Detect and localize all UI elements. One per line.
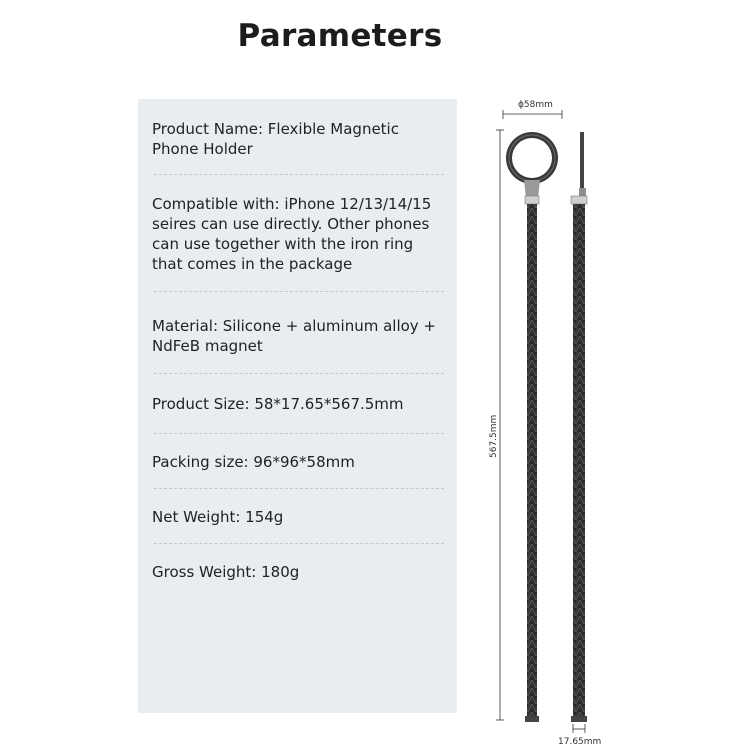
spec-line: Packing size: 96*96*58mm	[152, 453, 355, 471]
spec-product-size	[152, 394, 452, 414]
divider	[154, 291, 444, 292]
spec-line: Product Size: 58*17.65*567.5mm	[152, 395, 404, 413]
spec-line: Material: Silicone + aluminum alloy +	[152, 317, 437, 335]
divider	[154, 488, 444, 489]
spec-line: Phone Holder	[152, 140, 253, 158]
spec-line: Gross Weight: 180g	[152, 563, 300, 581]
divider	[154, 174, 444, 175]
holder-side-view	[571, 132, 587, 722]
divider	[154, 433, 444, 434]
product-dimension-drawing	[480, 88, 620, 747]
spec-line: can use together with the iron ring	[152, 235, 414, 253]
spec-line: Net Weight: 154g	[152, 508, 284, 526]
divider	[154, 373, 444, 374]
divider	[154, 543, 444, 544]
spec-compatible-with	[152, 194, 452, 274]
ring-diameter-label: ϕ58mm	[518, 100, 553, 110]
length-dimension	[489, 130, 504, 720]
spec-line: NdFeB magnet	[152, 337, 263, 355]
length-label: 567.5mm	[489, 414, 499, 458]
holder-front-view	[506, 132, 558, 722]
tube-width-dimension	[558, 724, 601, 747]
spec-line: Product Name: Flexible Magnetic	[152, 120, 399, 138]
flexible-arm-front	[527, 204, 537, 718]
spec-net-weight	[152, 507, 452, 527]
tube-width-label: 17.65mm	[558, 737, 602, 747]
spec-packing-size	[152, 452, 452, 472]
ring-diameter-dimension	[503, 100, 562, 119]
specs-panel	[138, 99, 457, 713]
flexible-arm-side	[573, 204, 585, 718]
spec-line: Compatible with: iPhone 12/13/14/15	[152, 195, 432, 213]
page-title: Parameters	[237, 18, 443, 54]
spec-product-name	[152, 119, 452, 159]
ring-side-plate	[580, 132, 584, 192]
spec-line: that comes in the package	[152, 255, 353, 273]
spec-line: seires can use directly. Other phones	[152, 215, 430, 233]
ring-joint	[524, 180, 540, 198]
spec-material	[152, 316, 452, 356]
spec-gross-weight	[152, 562, 452, 582]
